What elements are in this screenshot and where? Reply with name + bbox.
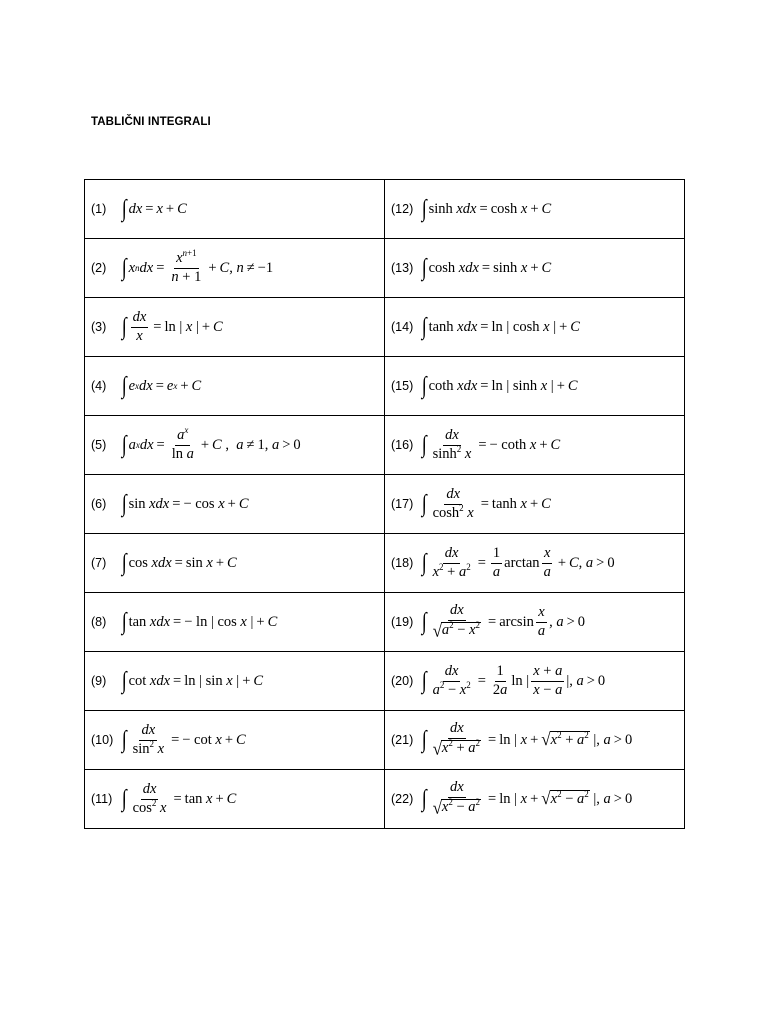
formula-number: (18) bbox=[391, 556, 414, 570]
table-cell bbox=[85, 652, 385, 711]
table-cell bbox=[85, 534, 385, 593]
table-row bbox=[85, 416, 685, 475]
integral-sign-icon: ∫ bbox=[121, 550, 127, 576]
table-cell bbox=[85, 475, 385, 534]
integral-formula: ∫ $\frac{dx}{x^2 + a^2}$ = $\frac{1}{a}$ arctan $\frac{x}{a}$ + C , a > 0 bbox=[421, 544, 615, 580]
formula-number: (4) bbox=[91, 379, 107, 393]
sqrt-icon: √ bbox=[541, 788, 551, 809]
integral-formula: ∫ dx √ $a^2 - x^2$ = arcsin $\frac{x}{a}$ , a > 0 bbox=[421, 602, 586, 641]
formula-number: (17) bbox=[391, 497, 414, 511]
integral-sign-icon: ∫ bbox=[421, 373, 427, 399]
formula-number: (21) bbox=[391, 733, 414, 747]
integral-formula: ∫ $\frac{dx}{x}$ = ln | x | + C bbox=[121, 308, 223, 344]
page-title: TABLIČNI INTEGRALI bbox=[91, 116, 211, 128]
integral-sign-icon: ∫ bbox=[421, 255, 427, 281]
sqrt-icon: √ bbox=[541, 729, 551, 750]
table-row bbox=[85, 711, 685, 770]
table-row bbox=[85, 652, 685, 711]
table-cell bbox=[85, 711, 385, 770]
integral-sign-icon: ∫ bbox=[121, 491, 127, 517]
table-cell bbox=[85, 770, 385, 829]
integral-sign-icon: ∫ bbox=[121, 314, 127, 340]
formula-number: (14) bbox=[391, 320, 414, 334]
integral-formula: ∫ cot xdx = ln | sin x | + C bbox=[121, 668, 264, 694]
integral-formula: ∫ x n dx = $\frac{x^{n+1}}{n + 1}$ + C , n ≠ −1 bbox=[121, 247, 274, 285]
table-cell bbox=[85, 357, 385, 416]
formula-number: (12) bbox=[391, 202, 414, 216]
integral-sign-icon: ∫ bbox=[121, 668, 127, 694]
integral-formula: ∫ $\frac{dx}{\cosh^2 x}$ = tanh x + C bbox=[421, 485, 551, 521]
integral-formula: ∫ tan xdx = − ln | cos x | + C bbox=[121, 609, 278, 635]
table-row bbox=[85, 593, 685, 652]
integral-sign-icon: ∫ bbox=[421, 786, 427, 812]
integral-formula: ∫ coth xdx = ln | sinh x | + C bbox=[421, 373, 578, 399]
formula-number: (9) bbox=[91, 674, 107, 688]
integral-formula: ∫ $\frac{dx}{a^2 - x^2}$ = $\frac{1}{2a}$ ln | $\frac{x + a}{x - a}$ |, a > 0 bbox=[421, 662, 606, 698]
table-cell bbox=[385, 416, 685, 475]
formula-number: (2) bbox=[91, 261, 107, 275]
integral-formula: ∫ dx √ $x^2 - a^2$ = ln | x + √ $x^2 - a^2$ |, a > 0 bbox=[421, 779, 633, 818]
table-row bbox=[85, 475, 685, 534]
integral-sign-icon: ∫ bbox=[121, 609, 127, 635]
integral-formula: ∫ cosh xdx = sinh x + C bbox=[421, 255, 552, 281]
table-cell bbox=[385, 298, 685, 357]
table-row bbox=[85, 534, 685, 593]
integral-formula: ∫ $\frac{dx}{\cos^2 x}$ = tan x + C bbox=[121, 780, 237, 816]
integral-formula: ∫ cos xdx = sin x + C bbox=[121, 550, 237, 576]
formula-number: (6) bbox=[91, 497, 107, 511]
formula-number: (8) bbox=[91, 615, 107, 629]
integral-sign-icon: ∫ bbox=[121, 432, 127, 458]
formula-number: (5) bbox=[91, 438, 107, 452]
table-cell bbox=[385, 475, 685, 534]
integral-sign-icon: ∫ bbox=[121, 196, 127, 222]
integral-formula: ∫ dx √ $x^2 + a^2$ = ln | x + √ $x^2 + a^2$ |, a > 0 bbox=[421, 720, 633, 759]
integral-sign-icon: ∫ bbox=[421, 609, 427, 635]
formula-number: (15) bbox=[391, 379, 414, 393]
table-cell bbox=[385, 770, 685, 829]
integral-sign-icon: ∫ bbox=[421, 550, 427, 576]
integral-sign-icon: ∫ bbox=[421, 491, 427, 517]
integral-sign-icon: ∫ bbox=[421, 196, 427, 222]
table-row bbox=[85, 357, 685, 416]
formula-number: (13) bbox=[391, 261, 414, 275]
formula-number: (11) bbox=[91, 792, 113, 806]
formula-number: (20) bbox=[391, 674, 414, 688]
table-cell bbox=[85, 239, 385, 298]
integral-sign-icon: ∫ bbox=[421, 727, 427, 753]
table-cell bbox=[385, 711, 685, 770]
integral-formula: ∫ a x dx = $\frac{a^x}{\text{ln a}}$ + C , a ≠ 1, a > 0 bbox=[121, 424, 301, 462]
integral-sign-icon: ∫ bbox=[121, 786, 127, 812]
table-row bbox=[85, 298, 685, 357]
table-row bbox=[85, 180, 685, 239]
table-cell bbox=[385, 534, 685, 593]
integral-formula: ∫ sinh xdx = cosh x + C bbox=[421, 196, 552, 222]
table-cell bbox=[385, 180, 685, 239]
integral-sign-icon: ∫ bbox=[421, 432, 427, 458]
sqrt-icon: √ bbox=[432, 620, 442, 641]
table-row bbox=[85, 239, 685, 298]
table-cell bbox=[85, 416, 385, 475]
formula-number: (3) bbox=[91, 320, 107, 334]
formula-number: (19) bbox=[391, 615, 414, 629]
table-cell bbox=[85, 298, 385, 357]
sqrt-icon: √ bbox=[432, 797, 442, 818]
integral-formula: ∫ $\frac{dx}{\sinh^2 x}$ = − coth x + C bbox=[421, 426, 561, 462]
table-cell bbox=[85, 593, 385, 652]
formula-number: (10) bbox=[91, 733, 114, 747]
integral-formula: ∫ $\frac{dx}{\sin^2 x}$ = − cot x + C bbox=[121, 721, 246, 757]
integral-sign-icon: ∫ bbox=[421, 668, 427, 694]
table-cell bbox=[85, 180, 385, 239]
formula-number: (22) bbox=[391, 792, 414, 806]
table-cell bbox=[385, 357, 685, 416]
table-cell bbox=[385, 652, 685, 711]
table-row bbox=[85, 770, 685, 829]
integral-formula: ∫ sin xdx = − cos x + C bbox=[121, 491, 249, 517]
sqrt-icon: √ bbox=[432, 738, 442, 759]
integral-formula: ∫ e x dx = e x + C bbox=[121, 373, 202, 399]
formula-number: (1) bbox=[91, 202, 107, 216]
table-cell bbox=[385, 239, 685, 298]
integral-formula: ∫ dx = x + C bbox=[121, 196, 187, 222]
integral-sign-icon: ∫ bbox=[421, 314, 427, 340]
integral-sign-icon: ∫ bbox=[121, 373, 127, 399]
integrals-table bbox=[84, 179, 685, 829]
formula-number: (16) bbox=[391, 438, 414, 452]
integral-formula: ∫ tanh xdx = ln | cosh x | + C bbox=[421, 314, 580, 340]
integral-sign-icon: ∫ bbox=[121, 727, 127, 753]
table-cell bbox=[385, 593, 685, 652]
formula-number: (7) bbox=[91, 556, 107, 570]
integral-sign-icon: ∫ bbox=[121, 255, 127, 281]
